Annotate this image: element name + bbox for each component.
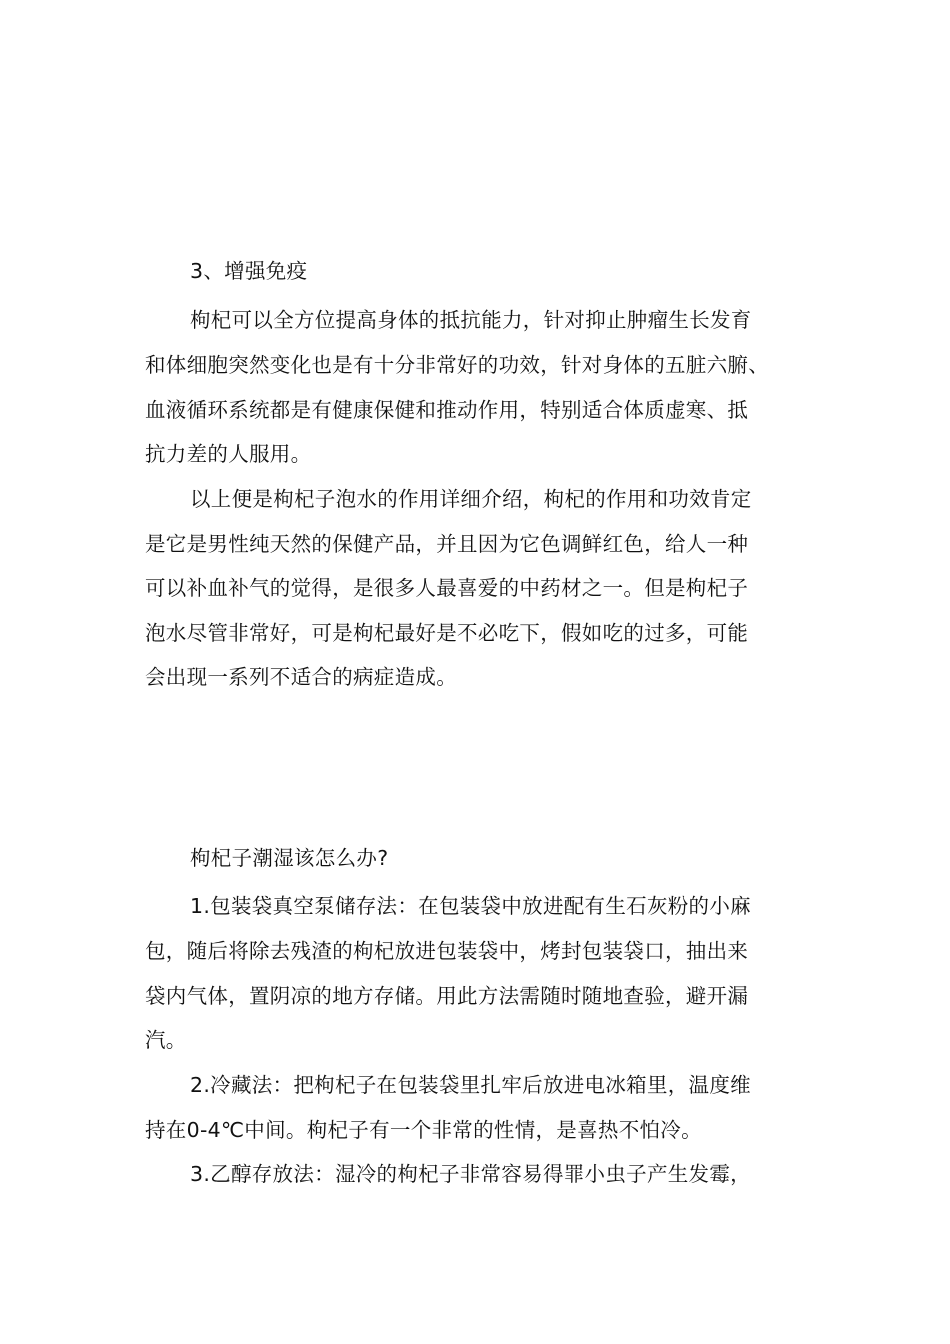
paragraph-line: 和体细胞突然变化也是有十分非常好的功效，针对身体的五脏六腑、 (145, 353, 769, 377)
paragraph-line: 可以补血补气的觉得，是很多人最喜爱的中药材之一。但是枸杞子 (145, 576, 749, 600)
paragraph-line: 泡水尽管非常好，可是枸杞最好是不必吃下，假如吃的过多，可能 (145, 621, 749, 645)
paragraph-line: 抗力差的人服用。 (145, 442, 312, 466)
paragraph-line: 以上便是枸杞子泡水的作用详细介绍，枸杞的作用和功效肯定 (190, 487, 752, 511)
list-item-line: 汽。 (145, 1028, 187, 1052)
section-heading-storage: 枸杞子潮湿该怎么办? (190, 846, 389, 870)
section-heading-immunity: 3、增强免疫 (190, 259, 308, 283)
list-item-line: 1.包装袋真空泵储存法：在包装袋中放进配有生石灰粉的小麻 (190, 894, 751, 918)
list-item-line: 3.乙醇存放法：湿冷的枸杞子非常容易得罪小虫子产生发霉， (190, 1162, 751, 1186)
paragraph-line: 会出现一系列不适合的病症造成。 (145, 665, 457, 689)
list-item-line: 持在0-4℃中间。枸杞子有一个非常的性情，是喜热不怕冷。 (145, 1118, 702, 1142)
list-item-line: 2.冷藏法：把枸杞子在包装袋里扎牢后放进电冰箱里，温度维 (190, 1073, 751, 1097)
paragraph-line: 血液循环系统都是有健康保健和推动作用，特别适合体质虚寒、抵 (145, 398, 749, 422)
paragraph-line: 是它是男性纯天然的保健产品，并且因为它色调鲜红色，给人一种 (145, 532, 749, 556)
paragraph-line: 枸杞可以全方位提高身体的抵抗能力，针对抑止肿瘤生长发育 (190, 308, 752, 332)
list-item-line: 袋内气体，置阴凉的地方存储。用此方法需随时随地查验，避开漏 (145, 984, 749, 1008)
list-item-line: 包，随后将除去残渣的枸杞放进包装袋中，烤封包装袋口，抽出来 (145, 939, 749, 963)
